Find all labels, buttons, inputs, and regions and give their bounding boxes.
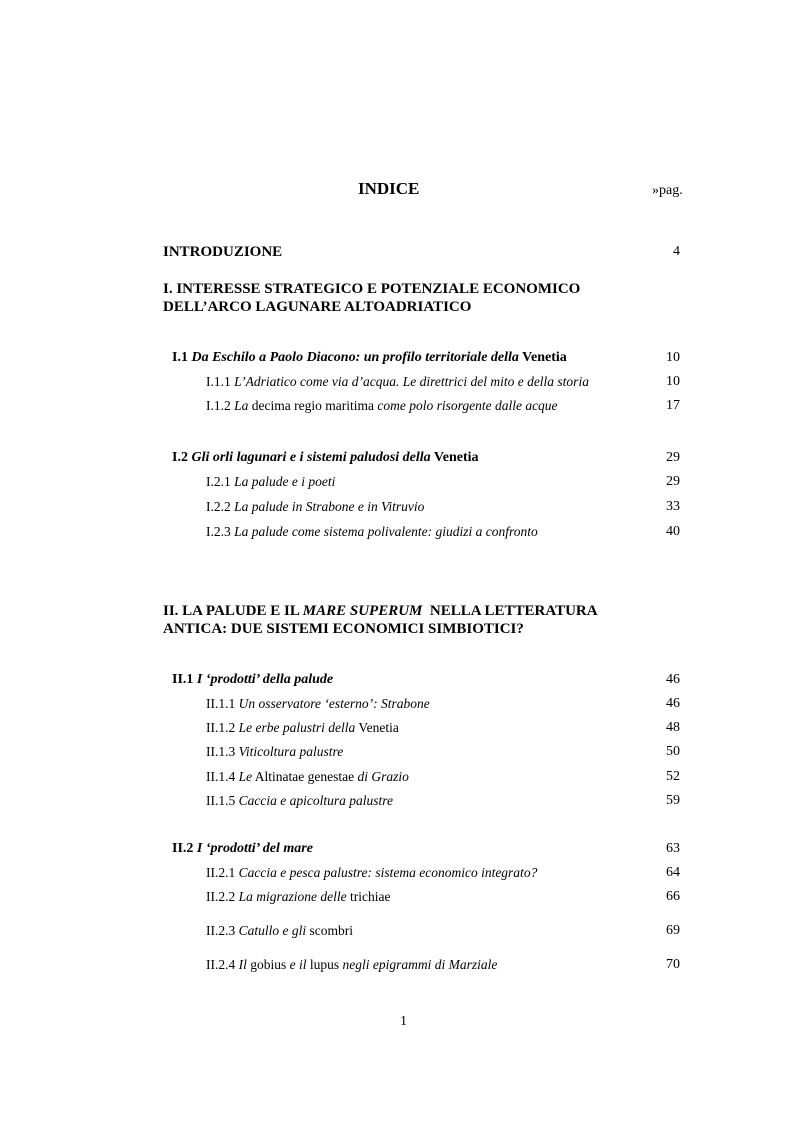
subsection-title: Viticoltura palustre (238, 744, 344, 759)
toc-subsection-II-1-5 (206, 793, 393, 809)
toc-page-I-2-1: 29 (666, 474, 680, 489)
toc-page-II-1-1: 46 (666, 696, 680, 711)
subsection-number: II.1.5 (206, 793, 236, 808)
subsection-number: II.1.1 (206, 696, 236, 711)
section-title-italic: I ‘prodotti’ della palude (196, 672, 334, 687)
toc-subsection-II-2-2 (206, 889, 390, 905)
toc-subsection-II-1-1 (206, 696, 430, 712)
toc-page-I-1-1: 10 (666, 374, 680, 389)
chapter-2-line1: II. LA PALUDE E IL MARE SUPERUM NELLA LETTERATURA (163, 603, 598, 619)
subsection-number: II.1.3 (206, 744, 236, 759)
toc-subsection-II-2-3 (206, 923, 353, 939)
subsection-title: Un osservatore ‘esterno’: Strabone (238, 696, 430, 711)
section-title-italic: I ‘prodotti’ del mare (196, 841, 313, 856)
section-title-roman: Venetia (522, 350, 567, 365)
toc-page-II-1-5: 59 (666, 793, 680, 808)
toc-intro-page: 4 (673, 244, 680, 259)
section-title-roman: Venetia (433, 450, 479, 465)
section-title-italic: Da Eschilo a Paolo Diacono: un profilo territoriale della (191, 350, 519, 365)
subsection-number: I.2.1 (206, 474, 231, 489)
toc-subsection-II-1-2 (206, 720, 399, 736)
subsection-title: Caccia e apicoltura palustre (238, 793, 393, 808)
toc-page-II-1-4: 52 (666, 769, 680, 784)
toc-section-II-1 (172, 672, 333, 688)
toc-subsection-II-1-4 (206, 769, 409, 785)
subsection-title-italic: La migrazione delle (238, 889, 347, 904)
subsection-title-part2: come polo risorgente dalle acque (377, 398, 558, 413)
subsection-title-part1: Le (238, 769, 253, 784)
toc-page-II-2-2: 66 (666, 889, 680, 904)
subsection-title: La palude in Strabone e in Vitruvio (234, 499, 425, 514)
subsection-title-italic: Le erbe palustri della (238, 720, 356, 735)
toc-page-II-2-3: 69 (666, 923, 680, 938)
section-number: II.1 (172, 672, 194, 687)
toc-subsection-II-1-3 (206, 744, 343, 760)
toc-section-I-1 (172, 350, 567, 366)
subsection-title-roman: decima regio maritima (251, 398, 374, 413)
pag-label: »pag. (652, 183, 683, 198)
subsection-title-roman2: lupus (309, 957, 340, 972)
chapter-2-title (163, 602, 598, 638)
subsection-number: I.2.3 (206, 524, 231, 539)
subsection-title-part2: di Grazio (357, 769, 409, 784)
toc-subsection-I-2-3 (206, 524, 538, 540)
toc-page-II-1-2: 48 (666, 720, 680, 735)
subsection-title-part1: Il (238, 957, 247, 972)
toc-page-I-2-2: 33 (666, 499, 680, 514)
page-title: INDICE (358, 179, 420, 198)
subsection-title-part1: La (234, 398, 249, 413)
subsection-number: II.2.3 (206, 923, 236, 938)
subsection-number: II.1.2 (206, 720, 236, 735)
toc-page-II-1-3: 50 (666, 744, 680, 759)
subsection-title: La palude come sistema polivalente: giudizi a confronto (234, 524, 538, 539)
toc-intro-label: INTRODUZIONE (163, 244, 283, 260)
toc-page-I-2-3: 40 (666, 524, 680, 539)
chapter-2-italic: MARE SUPERUM (302, 603, 423, 619)
section-number: I.2 (172, 450, 188, 465)
toc-section-I-2 (172, 450, 479, 466)
subsection-title-roman: Venetia (358, 720, 399, 735)
toc-page-I-2: 29 (666, 450, 680, 465)
subsection-title: La palude e i poeti (234, 474, 336, 489)
subsection-number: II.1.4 (206, 769, 236, 784)
toc-subsection-II-2-4 (206, 957, 497, 973)
subsection-number: I.1.2 (206, 398, 231, 413)
toc-page-II-2: 63 (666, 841, 680, 856)
subsection-title: L’Adriatico come via d’acqua. Le direttrici del mito e della storia (234, 374, 589, 389)
subsection-number: II.2.4 (206, 957, 236, 972)
subsection-title-roman1: gobius (250, 957, 287, 972)
chapter-1-line2: DELL’ARCO LAGUNARE ALTOADRIATICO (163, 299, 472, 315)
toc-subsection-II-2-1 (206, 865, 537, 881)
section-title-italic: Gli orli lagunari e i sistemi paludosi della (191, 450, 431, 465)
subsection-number: II.2.2 (206, 889, 236, 904)
toc-page-II-1: 46 (666, 672, 680, 687)
toc-page-II-2-1: 64 (666, 865, 680, 880)
toc-section-II-2 (172, 841, 313, 857)
chapter-1-title (163, 280, 580, 316)
toc-subsection-I-1-2 (206, 398, 558, 414)
chapter-2-line2: ANTICA: DUE SISTEMI ECONOMICI SIMBIOTICI? (163, 621, 524, 637)
subsection-title-roman: Altinatae genestae (254, 769, 355, 784)
subsection-title: Caccia e pesca palustre: sistema economico integrato? (238, 865, 538, 880)
subsection-title-part2: e il (289, 957, 307, 972)
subsection-title-roman: trichiae (350, 889, 391, 904)
subsection-number: II.2.1 (206, 865, 236, 880)
chapter-1-line1: I. INTERESSE STRATEGICO E POTENZIALE ECONOMICO (163, 281, 581, 297)
subsection-number: I.1.1 (206, 374, 231, 389)
toc-page-II-2-4: 70 (666, 957, 680, 972)
toc-subsection-I-1-1 (206, 374, 589, 390)
subsection-title-italic: Catullo e gli (238, 923, 307, 938)
subsection-title-part3: negli epigrammi di Marziale (342, 957, 498, 972)
subsection-title-roman: scombri (309, 923, 353, 938)
toc-subsection-I-2-1 (206, 474, 335, 490)
toc-subsection-I-2-2 (206, 499, 424, 515)
page-number: 1 (400, 1014, 407, 1029)
subsection-number: I.2.2 (206, 499, 231, 514)
toc-page-I-1: 10 (666, 350, 680, 365)
toc-page-I-1-2: 17 (666, 398, 680, 413)
section-number: I.1 (172, 350, 188, 365)
section-number: II.2 (172, 841, 194, 856)
